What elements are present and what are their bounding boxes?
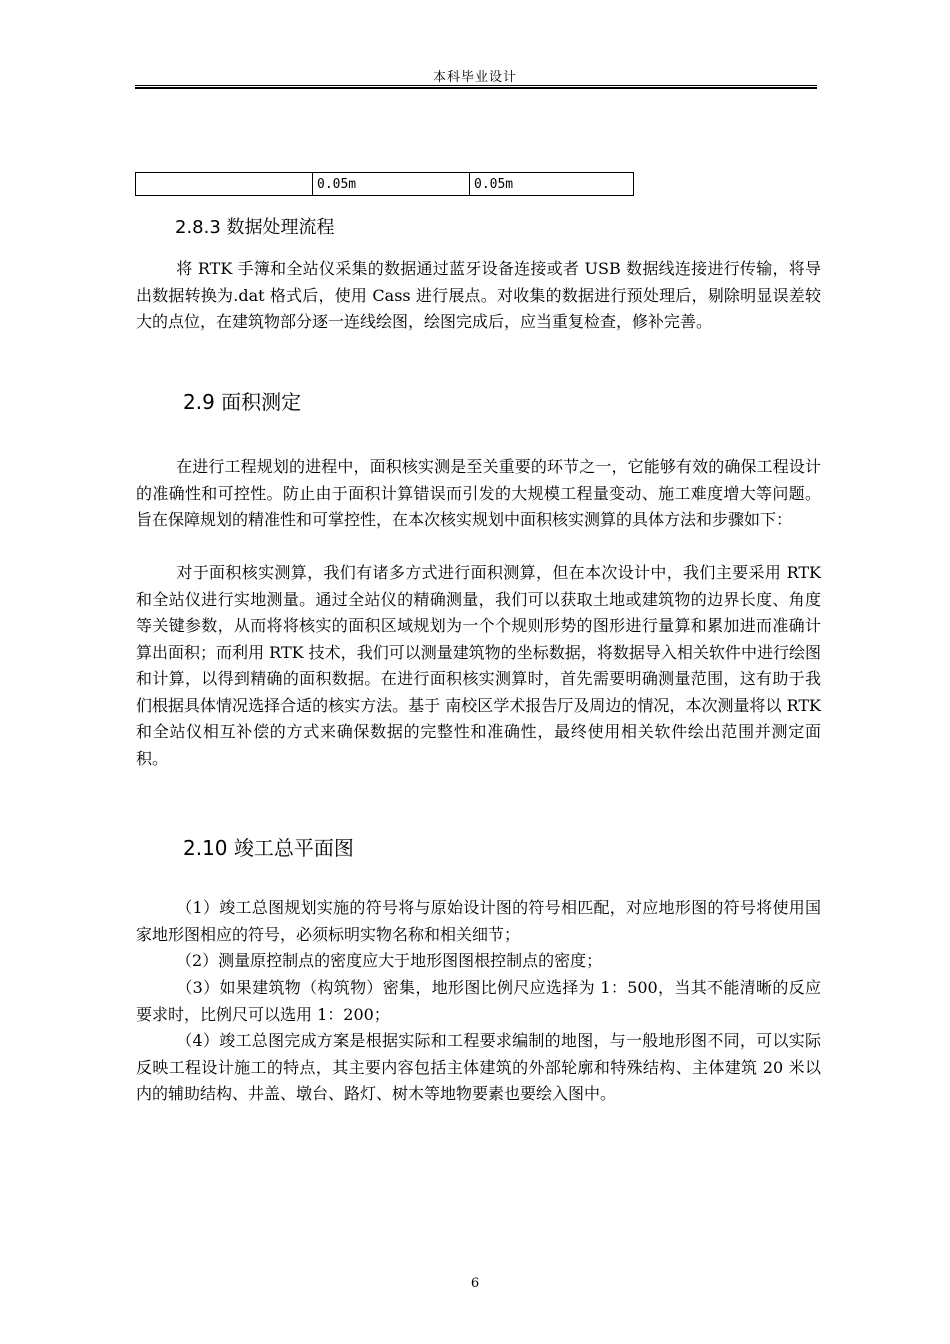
table-row	[136, 173, 634, 196]
paragraph: 对于面积核实测算，我们有诸多方式进行面积测算，但在本次设计中，我们主要采用 RTK 和全站仪进行实地测量。通过全站仪的精确测量，我们可以获取土地或建筑物的边界长度、角度等关键参数，从而将将核实的面积区域规划为一个个规则形势的图形进行量算和累加进而准确计算出面积；而利用 RTK 技术，我们可以测量建筑物的坐标数据，将数据导入相关软件中进行绘图和计算，以得到精确的面积数据。在进行面积核实测算时，首先需要明确测量范围，这有助于我们根据具体情况选择合适的核实方法。基于 南校区学术报告厅及周边的情况，本次测量将以 RTK 和全站仪相互补偿的方式来确保数据的完整性和准确性，最终使用相关软件绘出范围并测定面积。	[136, 563, 821, 768]
list-item: （1）竣工总图规划实施的符号将与原始设计图的符号相匹配，对应地形图的符号将使用国家地形图相应的符号，必须标明实物名称和相关细节；	[136, 898, 821, 944]
page-number: 6	[470, 1276, 480, 1291]
section-heading-2-8-3: 2.8.3 数据处理流程	[175, 217, 335, 238]
table-cell: 0.05m	[470, 173, 634, 196]
list-item: （3）如果建筑物（构筑物）密集，地形图比例尺应选择为 1：500，当其不能清晰的反应要求时，比例尺可以选用 1：200；	[136, 978, 821, 1024]
data-table	[135, 172, 634, 196]
section-heading-2-10: 2.10 竣工总平面图	[183, 836, 354, 860]
list-item: （2）测量原控制点的密度应大于地形图图根控制点的密度；	[176, 951, 603, 970]
table-cell: 0.05m	[313, 173, 470, 196]
table-cell	[136, 173, 313, 196]
page-header-title: 本科毕业设计	[432, 70, 517, 85]
header-divider	[135, 85, 817, 89]
paragraph: 在进行工程规划的进程中，面积核实测是至关重要的环节之一，它能够有效的确保工程设计的准确性和可控性。防止由于面积计算错误而引发的大规模工程量变动、施工难度增大等问题。旨在保障规划的精准性和可掌控性，在本次核实规划中面积核实测算的具体方法和步骤如下：	[136, 457, 821, 529]
list-item: （4）竣工总图完成方案是根据实际和工程要求编制的地图，与一般地形图不同，可以实际反映工程设计施工的特点，其主要内容包括主体建筑的外部轮廓和特殊结构、主体建筑 20 米以内的辅助结构、井盖、墩台、路灯、树木等地物要素也要绘入图中。	[136, 1031, 821, 1103]
section-heading-2-9: 2.9 面积测定	[183, 390, 302, 414]
paragraph: 将 RTK 手簿和全站仪采集的数据通过蓝牙设备连接或者 USB 数据线连接进行传输，将导出数据转换为.dat 格式后，使用 Cass 进行展点。对收集的数据进行预处理后，剔除明显误差较大的点位，在建筑物部分逐一连线绘图，绘图完成后，应当重复检查，修补完善。	[136, 259, 821, 331]
